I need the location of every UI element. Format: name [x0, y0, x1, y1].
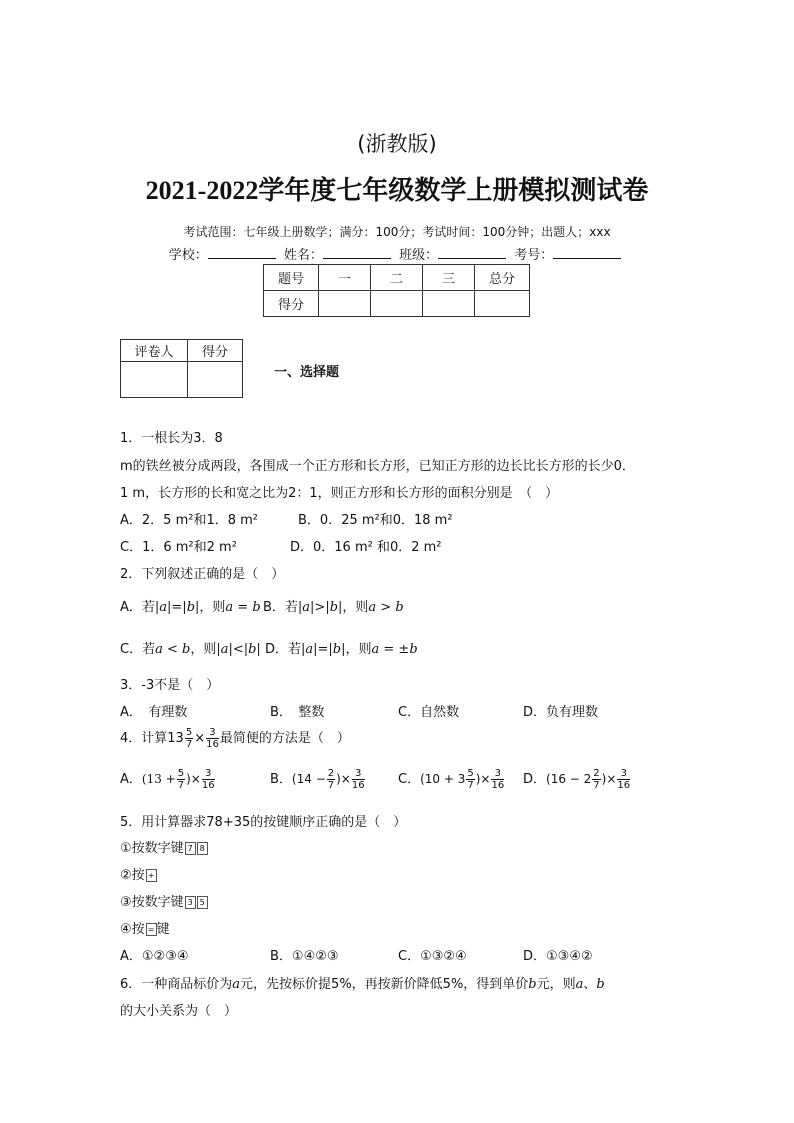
question-3-option-d[interactable]: D．负有理数	[523, 705, 599, 720]
fraction: $\frac{2}{7}$	[327, 768, 335, 791]
math-expression: |a|=|b|	[301, 642, 346, 657]
grader-header-cell: 评卷人	[121, 340, 188, 362]
question-3-option-b[interactable]: B． 整数	[270, 705, 325, 720]
grader-cell[interactable]	[121, 362, 188, 398]
question-2-option-c[interactable]	[120, 638, 261, 657]
question-5-step2	[120, 864, 157, 883]
question-5-option-c[interactable]: C．①③②④	[398, 949, 467, 964]
score-cell[interactable]	[475, 291, 530, 317]
stem-text: 6．一种商品标价为	[120, 977, 233, 992]
math-expression: |a|=|b|	[154, 600, 200, 615]
math-expression: )×	[336, 772, 351, 786]
option-connector: ，则	[199, 600, 226, 615]
step-text: ④按	[120, 922, 145, 937]
field-number-blank[interactable]	[553, 246, 621, 259]
option-label: D．	[523, 772, 547, 787]
variable-b: b	[528, 977, 537, 992]
score-cell[interactable]	[319, 291, 371, 317]
question-2-option-d[interactable]	[265, 638, 418, 657]
option-prefix: B．若	[263, 600, 298, 615]
math-expression: |a|>|b|	[297, 600, 343, 615]
question-1-line3: 1 m，长方形的长和宽之比为2：1，则正方形和长方形的面积分别是 （ ）	[120, 486, 559, 501]
question-1-option-b[interactable]: B．0．25 m²和0．18 m²	[298, 513, 453, 528]
score-table	[263, 264, 530, 317]
score-header-cell: 一	[319, 265, 371, 291]
field-class-label: 班级：	[399, 248, 439, 263]
stem-text: 4．计算13	[120, 731, 184, 746]
question-5-option-d[interactable]: D．①③④②	[523, 949, 593, 964]
field-class-blank[interactable]	[438, 246, 506, 259]
option-prefix: A．若	[120, 600, 155, 615]
stem-text: 元，则	[536, 977, 576, 992]
grader-cell[interactable]	[188, 362, 243, 398]
student-fields	[0, 244, 794, 263]
question-5-stem: 5．用计算器求78+35的按键顺序正确的是（ ）	[120, 815, 407, 830]
question-4-option-a[interactable]	[120, 768, 216, 791]
math-expression: )×	[186, 772, 201, 786]
fraction: $\frac{5}{7}$	[185, 727, 193, 750]
step-text: ③按数字键	[120, 895, 184, 910]
fraction: $\frac{3}{16}$	[351, 768, 365, 791]
question-6-line1	[120, 973, 605, 992]
question-3-option-a[interactable]: A． 有理数	[120, 705, 188, 720]
math-expression: )×	[601, 772, 617, 786]
fraction: $\frac{2}{7}$	[593, 768, 600, 791]
option-connector: ，则	[190, 642, 217, 657]
page-title: 2021-2022学年度七年级数学上册模拟测试卷	[145, 176, 649, 205]
question-3-option-c[interactable]: C．自然数	[398, 705, 460, 720]
subtitle: (浙教版)	[357, 132, 437, 156]
section-heading: 一、选择题	[274, 365, 340, 380]
grader-table	[120, 339, 243, 398]
math-expression: a = b	[225, 600, 261, 615]
question-5-option-a[interactable]: A．①②③④	[120, 949, 189, 964]
question-4-option-d[interactable]	[523, 768, 631, 791]
option-label: A．	[120, 772, 142, 787]
fraction: $\frac{3}{16}$	[206, 727, 219, 750]
question-3-stem: 3．-3不是（ ）	[120, 678, 220, 693]
step-text: 键	[156, 922, 170, 937]
question-4-stem	[120, 727, 350, 750]
question-5-option-b[interactable]: B．①④②③	[270, 949, 339, 964]
key-plus-icon: +	[146, 869, 157, 882]
math-expression: )×	[475, 772, 491, 786]
math-expression: a = ±b	[371, 642, 418, 657]
option-connector: ，则	[342, 600, 369, 615]
fraction: $\frac{3}{16}$	[201, 768, 215, 791]
step-text: ②按	[120, 868, 145, 883]
key-3-icon: 3	[185, 896, 196, 909]
question-5-step4	[120, 918, 170, 937]
question-1-option-a[interactable]: A．2．5 m²和1．8 m²	[120, 513, 258, 528]
option-prefix: C．若	[120, 642, 156, 657]
variable-a: a	[575, 977, 584, 992]
option-label: B．	[270, 772, 292, 787]
stem-text: 元，先按标价提5%，再按新价降低5%，得到单价	[240, 977, 529, 992]
math-expression: (14 −	[291, 772, 326, 786]
stem-text: 最简便的方法是（ ）	[219, 731, 350, 746]
option-label: C．	[398, 772, 421, 787]
score-cell[interactable]	[371, 291, 423, 317]
key-5-icon: 5	[197, 896, 208, 909]
exam-info: 考试范围：七年级上册数学；满分：100分；考试时间：100分钟；出题人；xxx	[183, 225, 611, 239]
key-7-icon: 7	[185, 842, 196, 855]
question-5-step3	[120, 891, 208, 910]
stem-text: 、	[583, 977, 597, 992]
key-8-icon: 8	[197, 842, 208, 855]
math-expression: (13 +	[141, 772, 176, 786]
score-header-cell: 二	[371, 265, 423, 291]
fraction: $\frac{3}{16}$	[491, 768, 505, 791]
question-1-option-c[interactable]: C．1．6 m²和2 m²	[120, 540, 237, 555]
key-equals-icon: =	[146, 923, 157, 936]
field-school-label: 学校：	[168, 248, 208, 263]
math-expression: a < b	[155, 642, 191, 657]
field-name-label: 姓名：	[283, 248, 323, 263]
question-1-line2: m的铁丝被分成两段，各围成一个正方形和长方形，已知正方形的边长比长方形的长少0．	[120, 459, 635, 474]
math-expression: (16 − 2	[546, 772, 592, 786]
question-4-option-b[interactable]	[270, 768, 366, 791]
step-text: ①按数字键	[120, 841, 184, 856]
field-number-label: 考号：	[514, 248, 554, 263]
field-school-blank[interactable]	[208, 246, 276, 259]
score-cell[interactable]	[423, 291, 475, 317]
score-header-cell: 总分	[475, 265, 530, 291]
variable-b: b	[596, 977, 605, 992]
option-connector: ，则	[345, 642, 372, 657]
question-1-option-d[interactable]: D．0．16 m² 和0．2 m²	[290, 540, 442, 555]
times-sign: ×	[194, 731, 206, 746]
math-expression: a > b	[368, 600, 404, 615]
question-2-stem: 2．下列叙述正确的是（ ）	[120, 567, 285, 582]
score-header-cell: 三	[423, 265, 475, 291]
field-name-blank[interactable]	[323, 246, 391, 259]
fraction: $\frac{3}{16}$	[617, 768, 631, 791]
score-header-cell: 题号	[264, 265, 319, 291]
option-prefix: D．若	[265, 642, 302, 657]
math-expression: |a|<|b|	[216, 642, 261, 657]
question-5-step1	[120, 837, 208, 856]
variable-a: a	[232, 977, 241, 992]
math-expression: (10 + 3	[420, 772, 466, 786]
question-2-option-a[interactable]	[120, 596, 261, 615]
question-1-line1: 1．一根长为3．8	[120, 431, 223, 446]
fraction: $\frac{5}{7}$	[467, 768, 474, 791]
question-6-line2: 的大小关系为（ ）	[120, 1004, 238, 1019]
question-2-option-b[interactable]	[263, 596, 404, 615]
fraction: $\frac{5}{7}$	[177, 768, 185, 791]
question-4-option-c[interactable]	[398, 768, 505, 791]
score-row-label: 得分	[264, 291, 319, 317]
grader-header-cell: 得分	[188, 340, 243, 362]
